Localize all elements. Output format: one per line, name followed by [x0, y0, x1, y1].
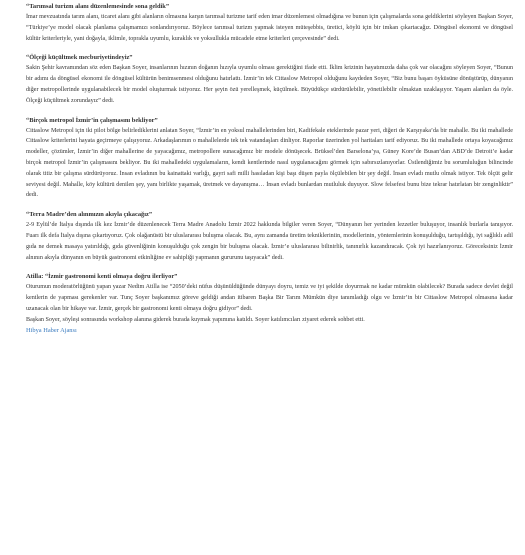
news-source-link[interactable]: Hibya Haber Ajansı: [26, 326, 77, 334]
section-olcegi-kucultmek: [26, 53, 513, 106]
section-atilla-gastronomi: [26, 272, 513, 325]
section-paragraph: Oturumun moderatörlüğünü yapan yazar Nedim Atilla ise “2050’deki nüfus düşünüldüğünde dünyayı doyru, temiz ve iyi şekilde doyurmak ne kadar mümkün olabilecek? Burada sadece devlet değil kentlerin de yapması gerekenler var. Tunç Soyer başkanımız göreve geldiği andan itibaren Başka Bir Tarım Mümkün diye tanımladığı olgu ve İzmir’in bir Cittaslow Metropol olmasına kadar uzanacak olan bir hikaye var. İzmir, gerçek bir gastronomi kenti olmaya doğru gidiyor” dedi.: [26, 284, 513, 312]
section-paragraph: Cittaslow Metropol için iki pilot bölge belirlediklerini anlatan Soyer, “İzmir’in en yoksul mahallelerinden biri, Kadifekale eteklerinde pazar yeri, diğeri de Karşıyaka’da bir mahalle. Bu iki mahallede Cittaslow kriterlerini hayata geçirmeye çalışıyoruz. Arkadaşlarımın o mahallelerde tek tek vatandaşları dinliyor. Raporlar üzerinden yol haritaları tarif ediyoruz. Bu iki mahallede ortaya koyacağımız modeller, çözümler, İzmir’in diğer mahallerine de yayacağımız, metropollere sunacağımız bir modele dönüşecek. Brüksel’den Barselona’ya, Güney Kore’de Busan’dan ABD’de Detroit’e kadar birçok metropol İzmir’in çalışmasını bekliyor. Bu iki mahalledeki uygulamaların, kendi kentlerinde nasıl uygulanacağını görmek için sabırsızlanıyorlar. Üstlendiğimiz bu sorumluluğun bilincinde olarak titiz bir çalışma sürdürüyoruz. İnsan evladının bu kainattaki varlığı, gayri safi milli hasıladan kişi başı düşen payla ölçülebilen bir şey değil. İnsan evladı mutlu olmak istiyor. Tek ölçüt gelir seviyesi değil. Mahalle, köy kültürü denilen şey, yanı birlikte yaşamak, üretmek ve dayanışma… İnsan evladı bunlardan mutluluk duyuyor. Slow felsefesi bunu bize tekrar hatırlatan bir zenginliktir” dedi.: [26, 127, 513, 199]
section-heading: Atilla: “İzmir gastronomi kenti olmaya doğru ilerliyor”: [26, 273, 178, 281]
section-paragraph: Başkan Soyer, söyleşi sonrasında workshop alanına giderek burada kuymak yapımına katıldı. Soyer katılımcıları ziyaret ederek sohbet etti.: [26, 316, 365, 323]
section-tarimsal-turizm: [26, 2, 513, 44]
section-metropol-izmir: [26, 116, 513, 202]
section-paragraph: İmar mevzuatında tarım alanı, ticaret alanı gibi alanların olmasına karşın tarımsal turizme tarif eden imar düzenlemesi olmadığına ve bunun için çalışmalarda sona geldiklerini söyleyen Başkan Soyer, “Türkiye’ye model olacak planlama çalışmamızı sonlandırıyoruz. Böylece tarımsal turizm yapmak isteyen müteşebbis, üretici, köylü için bir imkan çıkartacağız. Döngüsel ekonomi ve döngüsel kültür kriterleriyle, yani doğayla, iklimle, toprakla uyumlu, kuraklık ve yoksullukla mücadele etme kriterleri çerçevesinde” dedi.: [26, 14, 513, 42]
section-heading: “Tarımsal turizm alanı düzenlemesinde sona geldik”: [26, 3, 170, 10]
section-heading: “Birçok metropol İzmir’in çalışmasını bekliyor”: [26, 116, 158, 124]
section-heading: “Terra Madre’den alınmızın akıyla çıkacağız”: [26, 211, 153, 219]
section-terra-madre: [26, 210, 513, 263]
section-paragraph: 2-9 Eylül’de İtalya dışında ilk kez İzmir’de düzenlenecek Terra Madre Anadolu İzmir 2022 hakkında bilgiler veren Soyer, “Dünyanın her yerinden lezzetler buluşuyor, insanlık burlarla tanışıyor. Fuarı ilk defa İtalya dışına çıkartıyoruz. Çok olağanüstü bir uluslararası buluşma olacak. Bu, aynı zamanda üretim teknikleriniin, modellerinin, yöntemlerinin konuşulduğu, tartışıldığı, iyi sağlıklı adil gıda ne demek masaya yatırıldığı, gıda güvenliğinin konuşulduğu çok zengin bir buluşma olacak. İzmir’e uluslararası bilinirlik, tanınırlık kazandıracak. Çok iyi hazırlanıyoruz. Göreceksiniz İzmir alnının akıyla dünyanın en büyük gastronomi etkinliğine ev sahipliği yapmanın gururunu taşıyacak” dedi.: [26, 222, 513, 261]
section-paragraph: Sakin Şehir kavramından söz eden Başkan Soyer, insanlarının hızının doğanın hızıyla uyumlu olması gerektiğini ifade etti. İklim krizinin hayatımızda daha çok var olacağını söyleyen Soyer, “Bunun bir adımı da döngüsel ekonomi ile döngüsel kültürün benimsenmesi olduğunu hatırlattı. İzmir’in tek Cittaslow Metropol olduğunu kaydeden Soyer, “Biz bunu başarı öyküsüne dönüştürüp, dünyanın diğer metropollerinde uygulanabilecek bir model oluşturmak istiyoruz. Her şeyin özü yerelleşmek, küçülmek. Büyüdükçe sürdürülebilir, yönetilebilir olmaktan uzaklaşıyor. Yaşam alanları da öyle. Ölçeği küçültmek zorundayız” dedi.: [26, 65, 513, 104]
section-heading: “Ölçeği küçültmek mecburiyetindeyiz”: [26, 54, 133, 62]
